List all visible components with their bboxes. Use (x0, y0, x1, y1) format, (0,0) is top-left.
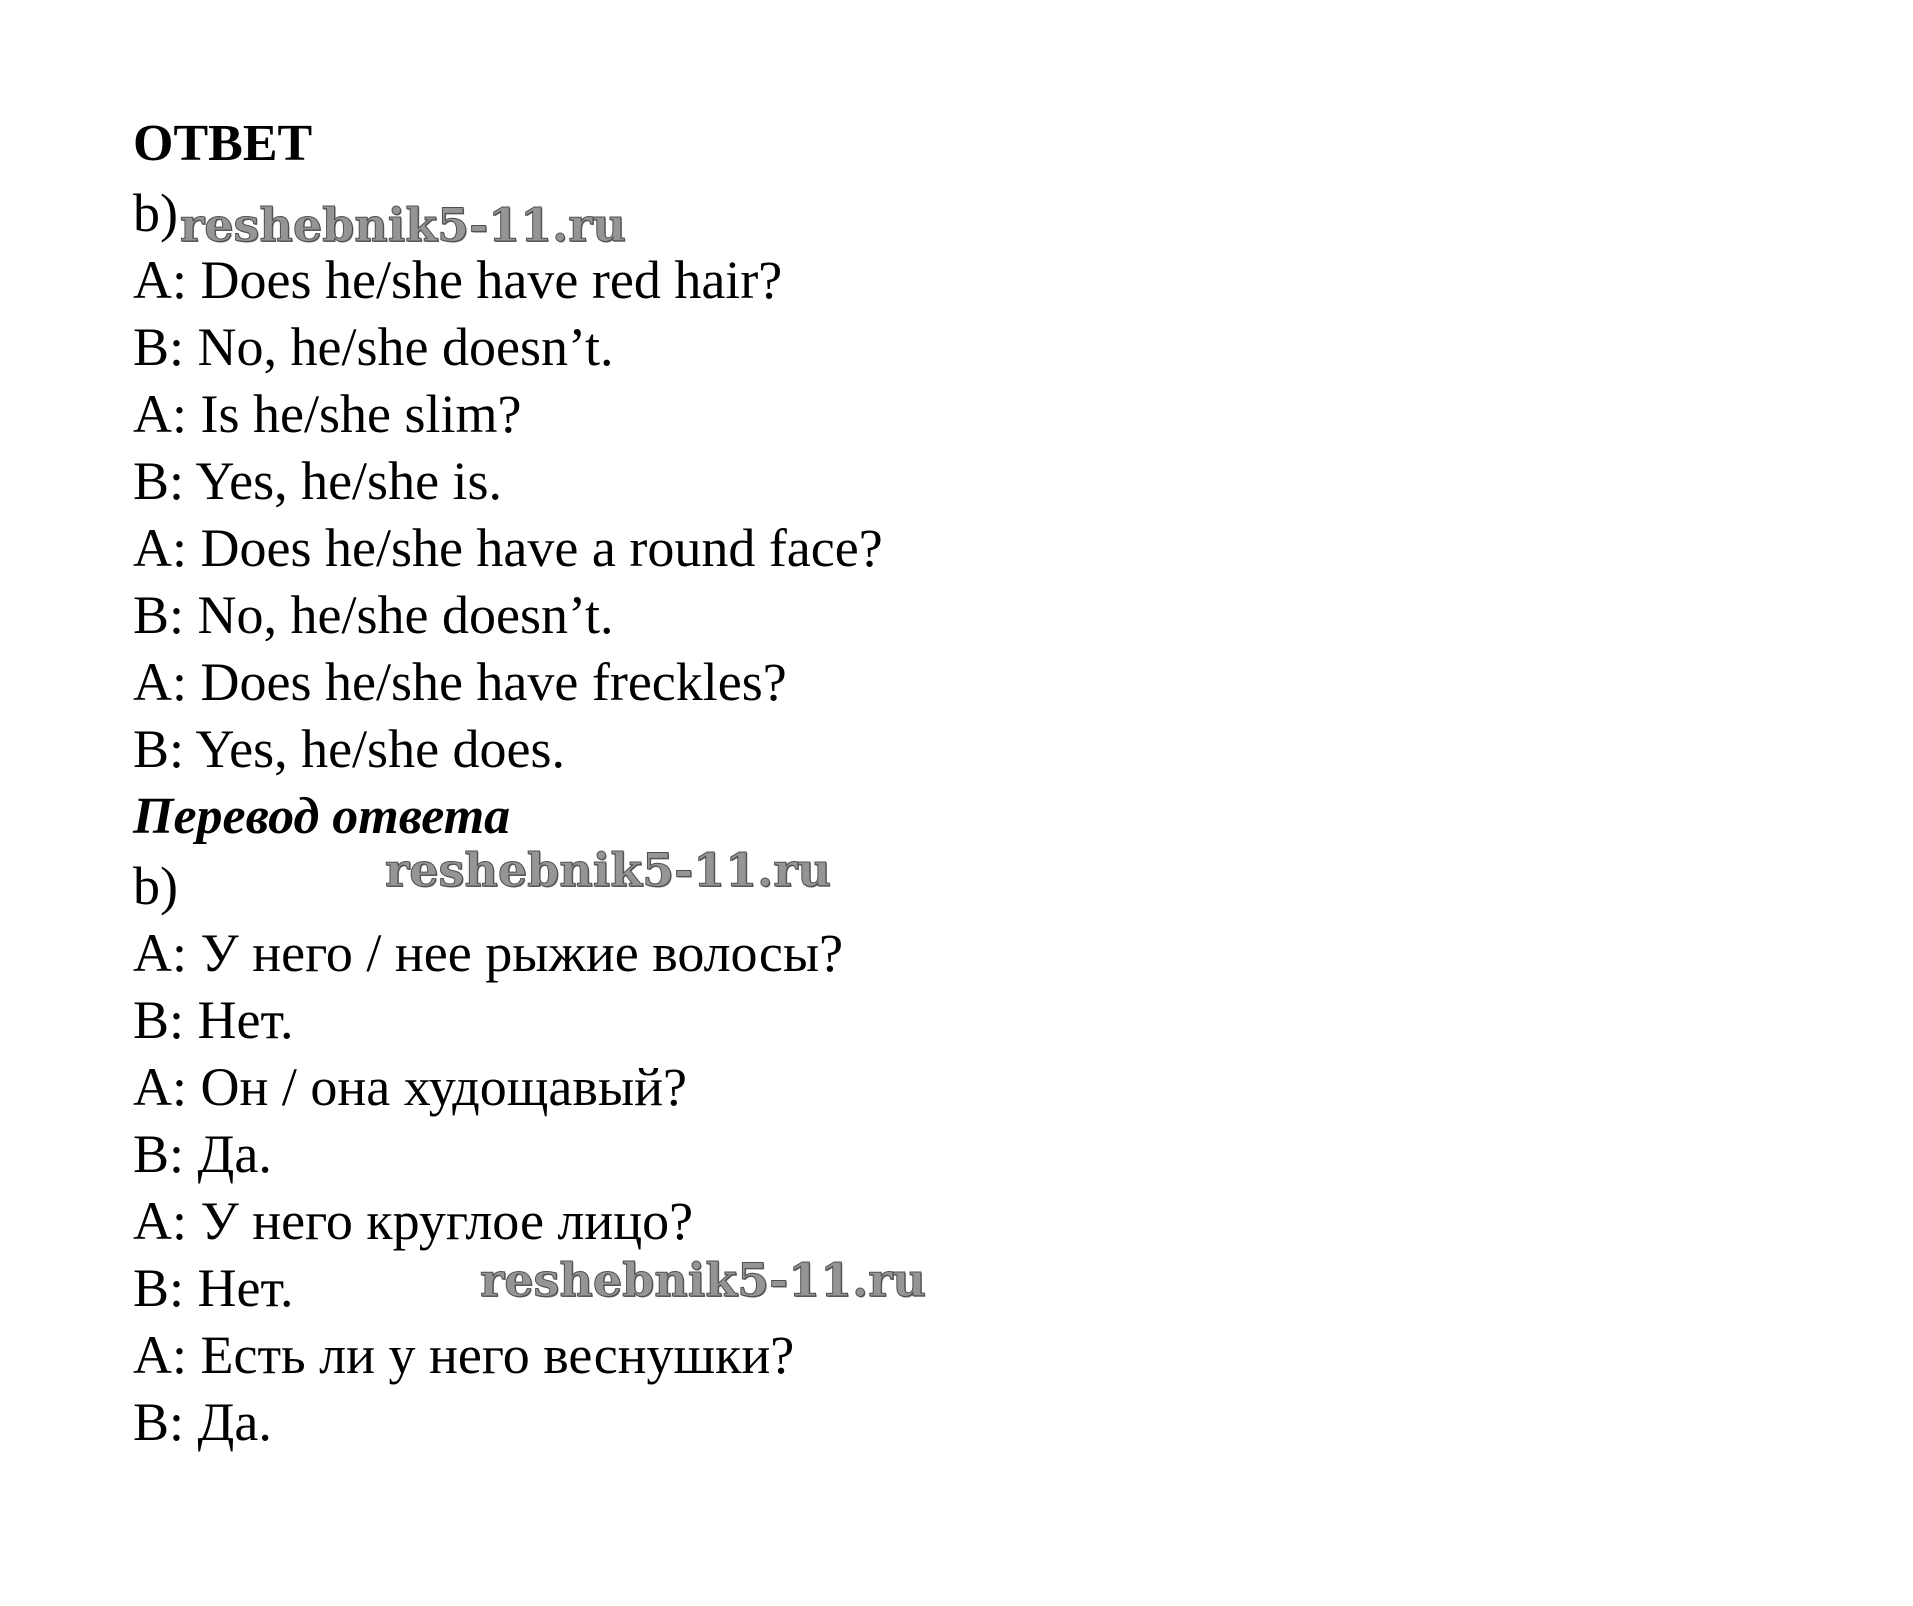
answer-line-8: B: Yes, he/she does. (133, 719, 566, 779)
translation-line-8: B: Да. (133, 1392, 272, 1452)
translation-line-4: B: Да. (133, 1124, 272, 1184)
translation-line-3: A: Он / она худощавый? (133, 1057, 687, 1117)
translation-line-1: A: У него / нее рыжие волосы? (133, 923, 844, 983)
answer-line-6: B: No, he/she doesn’t. (133, 585, 614, 645)
answer-heading: ОТВЕТ (133, 115, 313, 172)
watermark-text: reshebnik5-11.ru (480, 1253, 926, 1307)
translation-heading: Перевод ответа (133, 788, 511, 845)
answer-part-label: b) (133, 183, 178, 243)
answer-line-7: A: Does he/she have freckles? (133, 652, 787, 712)
answer-line-5: A: Does he/she have a round face? (133, 518, 883, 578)
answer-line-4: B: Yes, he/she is. (133, 451, 503, 511)
watermark-text: reshebnik5-11.ru (385, 843, 831, 897)
translation-line-2: B: Нет. (133, 990, 294, 1050)
translation-line-6: B: Нет. (133, 1258, 294, 1318)
watermark-text: reshebnik5-11.ru (180, 198, 626, 252)
translation-line-7: A: Есть ли у него веснушки? (133, 1325, 795, 1385)
translation-part-label: b) (133, 856, 178, 916)
answer-line-2: B: No, he/she doesn’t. (133, 317, 614, 377)
answer-line-1: A: Does he/she have red hair? (133, 250, 783, 310)
answer-line-3: A: Is he/she slim? (133, 384, 522, 444)
translation-line-5: A: У него круглое лицо? (133, 1191, 694, 1251)
